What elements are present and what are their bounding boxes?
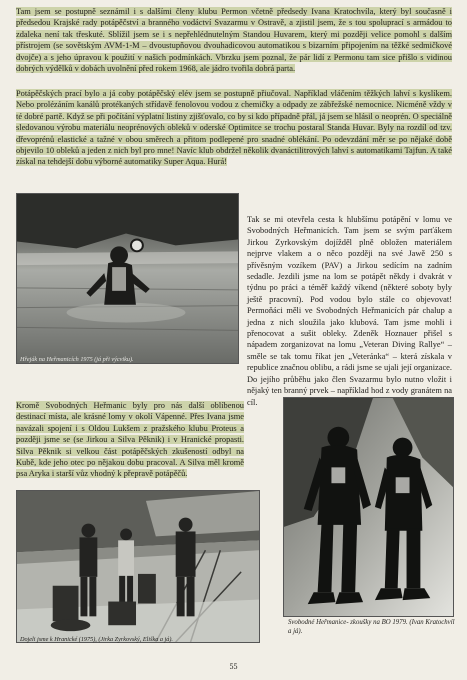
page-number: 55: [229, 662, 238, 671]
highlighted-text: Tam jsem se postupně seznámil i s dalšími členy klubu Permon včetně předsedy Ivana Kratochvíla, který byl současně i předsedou Krajské rady potápěčství a branného vodáctví Svazarmu v Ostravě, a zjistil jsem, že s tou spoluprací s armádou to zdaleka není tak třeskuté. Sblížil jsem se i s nepřehlédnutelným Standou Huvarem, který mi později velice pomohl s dalším přístrojem (se sovětským AVM-1-M – dvoustupňovou dvouhadicovou automatikou s bizarním připojením na těžké sedmičkové dvojče) a s jeho úpravou k použití v našich podmínkách. Vbrzku jsem poznal, že pár lidí z Permonu tam sice přišlo s vidinou dobrých výdělků v dobách uvolnění před rokem 1968, ale jádro tvořila dobrá parta.: [16, 7, 452, 74]
diver-photo-illustration: [17, 194, 238, 363]
photo1-caption: Hřeják na Heřmanicích 1975 (já při výcviku).: [20, 356, 134, 363]
paragraph-4: [16, 400, 244, 480]
photo-two-divers: [283, 397, 454, 617]
photo-group-at-station: [16, 490, 260, 643]
paragraph-2: [16, 88, 452, 168]
group-photo-illustration: [17, 491, 259, 642]
photo-diver-in-quarry: [16, 193, 239, 364]
highlighted-text: Kromě Svobodných Heřmanic byly pro nás další oblíbenou destinací místa, ale krásné lomy v okolí Vápenné. Přes Ivana jsme navázali spojení i s Oldou Lukšem z pražského klubu Proteus a později jsme se (se Jirkou a Silva Pěknik) i v Hranické propasti. Silva Pěknik si velkou část potápěčských zkušeností odbyl na Kubě, kde jeho otec po nějakou dobu pracoval. A Silva měl kromě psa Aryka i starší vůz vhodný k přepravě potápěčů.: [16, 401, 244, 479]
photo2-caption: Dojeli jsme k Hranické (1975), (Jirka Zyrkovský, Eliška a já).: [20, 636, 173, 643]
paragraph-1: [16, 6, 452, 74]
paragraph-3: Tak se mi otevřela cesta k hlubšímu potápění v lomu ve Svobodných Heřmanicích. Tam jsem se svým parťákem Jirkou Zyrkovským dojížděl plně obložen materiálem nejprve vlakem a o něco později na své Jawě 250 s přívěsným vozíkem (PAV) a Jirkou sedícím na zadním sedadle. Jezdili jsme na lom se potápět někdy i dvakrát v týdnu po práci a téměř každý víkend (některé soboty byly ještě pracovní). Pod vodou bylo stále co objevovat! Permoňáci měli ve Svobodných Heřmanicích pár chalup a jedna z nich sloužila jako klubová. Tam jsme mohli i přenocovat a sušit obleky. Zdeněk Hoznauer přišel s nápadem zorganizovat na lomu „Veteran Diving Rallye“ – směle se tak tomu říkat jen „Veteránka“ – která získala v republice značnou oblibu, a rádi jsme se ujali její organizace. Do jejího průběhu jako člen Svazarmu bylo nutno vložit i nějaký ten branný prvek – například hod z vody granátem na cíl.: [247, 215, 452, 407]
two-divers-illustration: [284, 398, 453, 616]
photo3-caption: Svobodné Heřmanice- zkoušky na BO 1979. (Ivan Kratochvíl a já).: [288, 619, 455, 635]
highlighted-text: Potápěčských prací bylo a já coby potápěčský elév jsem se postupně přiučoval. Například vláčením těžkých lahví s kyslíkem. Nebo prolézáním kanálů protékaných střídavě fenolovou vodou z chemičky a odpady ze zábřežské nemocnice. Nicméně vždy v té dobré partě. Když se při počítání výplatní listiny zjišťovalo, co by si kdo případně přál, já jsem se hlásil o neoprén. O speciálně sledovanou výrobu materiálu neoprénových obleků v oderské Optimitce se trochu postaral Standa Huvar. Byly na rozdíl od tzv. dřevoprénů elastické a tažné v obou směrech a přitom podlepené pro snadné oblékání. Po odevzdání měr se po nějaké době objevilo 10 obleků a jeden z nich byl pro mne! Navíc klub obdržel několik dvanáctilitrových lahví s automatikami Tajfun. A také získal na tehdejší dobu výborné automatiky Super Aqua. Hurá!: [16, 89, 452, 167]
